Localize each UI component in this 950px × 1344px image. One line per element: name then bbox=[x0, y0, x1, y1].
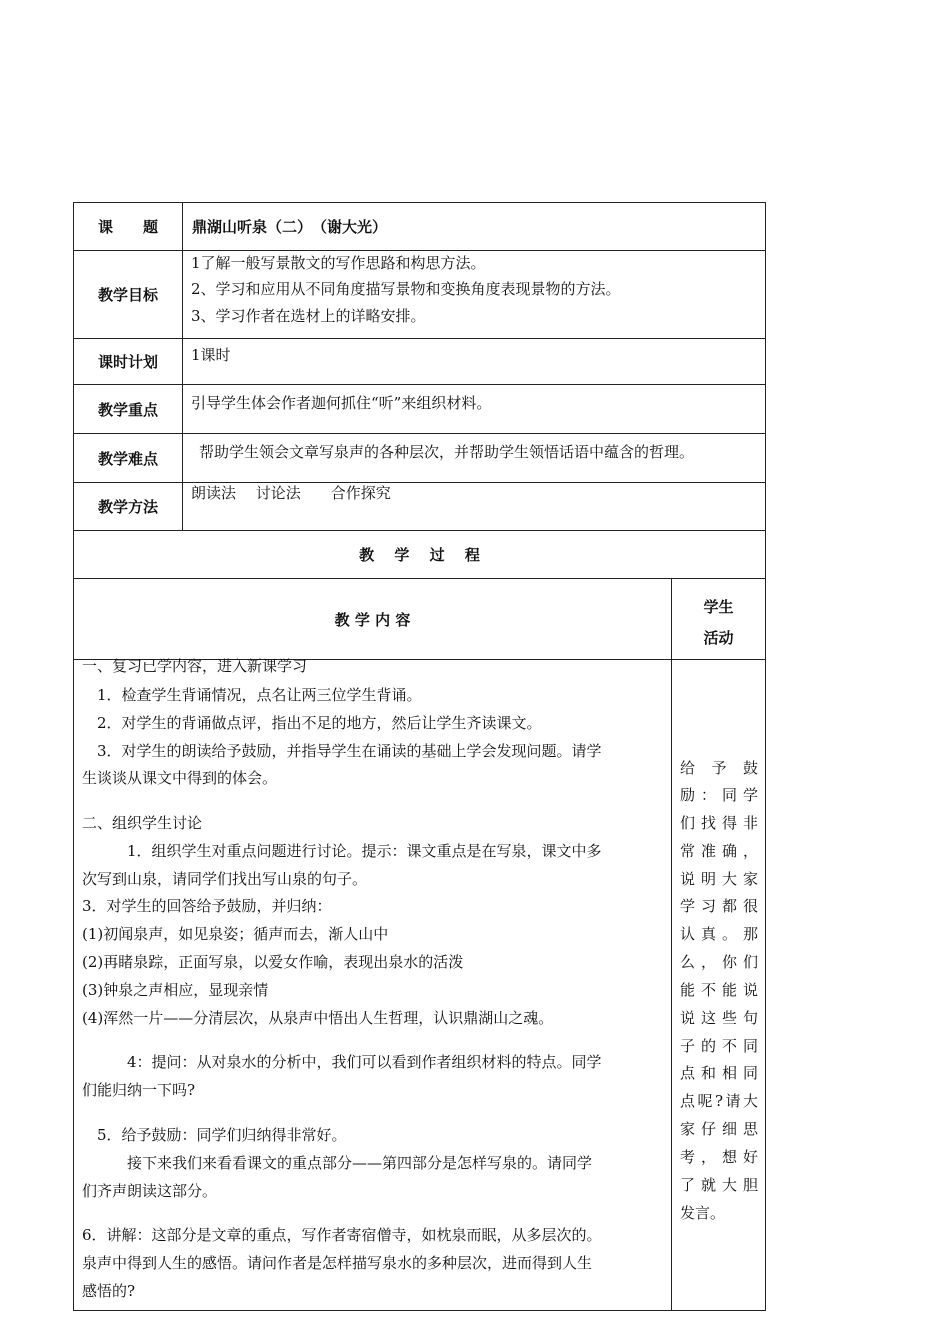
student-line: 家仔细思 bbox=[680, 1120, 758, 1138]
content-line: 泉声中得到人生的感悟。请问作者是怎样描写泉水的多种层次，进而得到人生 bbox=[82, 1254, 593, 1272]
key-value: 引导学生体会作者迦何抓住“听”来组织材料。 bbox=[191, 394, 492, 412]
student-line: 能不能说 bbox=[680, 981, 758, 999]
student-line: 励：同学 bbox=[680, 786, 758, 804]
student-line: 子的不同 bbox=[680, 1037, 758, 1055]
student-header-line-1: 学生 bbox=[703, 598, 734, 616]
goals-value-cell bbox=[182, 250, 766, 339]
hours-label: 课时计划 bbox=[97, 353, 158, 371]
student-line: 点和相同 bbox=[680, 1064, 758, 1082]
topic-label-cell bbox=[73, 202, 183, 251]
student-line: 常准确， bbox=[680, 842, 758, 860]
goals-label: 教学目标 bbox=[97, 286, 158, 304]
goals-label-cell bbox=[73, 250, 183, 339]
student-line: 发言。 bbox=[680, 1204, 726, 1222]
content-line: (1)初闻泉声，如见泉姿；循声而去，渐人山中 bbox=[82, 925, 389, 943]
topic-value-cell bbox=[182, 202, 766, 251]
content-line: 5．给予鼓励：同学们归纳得非常好。 bbox=[82, 1126, 347, 1144]
difficulty-label-cell bbox=[73, 433, 183, 483]
topic-label: 课 题 bbox=[97, 218, 158, 236]
student-line: 点呢?请大 bbox=[680, 1092, 758, 1110]
student-line: 考，想好 bbox=[680, 1148, 758, 1166]
student-line: 认真。那 bbox=[680, 925, 758, 943]
content-header-cell bbox=[73, 578, 672, 660]
content-line: 们能归纳一下吗? bbox=[82, 1081, 196, 1099]
difficulty-label: 教学难点 bbox=[97, 449, 158, 468]
goal-item-1: 1了解一般写景散文的写作思路和构思方法。 bbox=[191, 254, 486, 272]
student-line: 们找得非 bbox=[680, 814, 758, 832]
difficulty-value-cell bbox=[182, 433, 766, 483]
content-header: 教 学 内 容 bbox=[334, 610, 411, 629]
content-line: 4：提问：从对泉水的分析中，我们可以看到作者组织材料的特点。同学 bbox=[82, 1053, 602, 1071]
content-line: 二、组织学生讨论 bbox=[82, 814, 203, 832]
key-value-cell bbox=[182, 384, 766, 434]
content-line: 6．讲解：这部分是文章的重点，写作者寄宿僧寺，如枕泉而眠，从多层次的。 bbox=[82, 1226, 602, 1244]
method-value: 朗读法 讨论法 合作探究 bbox=[191, 484, 391, 502]
goal-item-3: 3、学习作者在选材上的详略安排。 bbox=[191, 307, 426, 325]
method-value-cell bbox=[182, 482, 766, 531]
content-line: 2．对学生的背诵做点评，指出不足的地方，然后让学生齐读课文。 bbox=[82, 714, 542, 732]
key-label: 教学重点 bbox=[97, 400, 158, 419]
content-line: 3．对学生的回答给予鼓励，并归纳： bbox=[82, 897, 332, 915]
content-line: (3)钟泉之声相应，显现亲情 bbox=[82, 981, 269, 999]
process-title-cell bbox=[73, 530, 766, 579]
student-line: 给予鼓 bbox=[680, 759, 758, 777]
content-line: 1．检查学生背诵情况，点名让两三位学生背诵。 bbox=[82, 686, 422, 704]
content-line: 次写到山泉，请同学们找出写山泉的句子。 bbox=[82, 870, 368, 888]
content-line: 接下来我们来看看课文的重点部分——第四部分是怎样写泉的。请同学 bbox=[82, 1154, 593, 1172]
topic-value: 鼎湖山听泉（二） （谢大光） bbox=[192, 218, 388, 236]
student-line: 说明大家 bbox=[680, 870, 758, 888]
student-header-line-2: 活动 bbox=[703, 629, 734, 647]
content-line: 生谈谈从课文中得到的体会。 bbox=[82, 769, 278, 787]
key-label-cell bbox=[73, 384, 183, 434]
hours-value-cell bbox=[182, 338, 766, 385]
content-line: 3．对学生的朗读给予鼓励，并指导学生在诵读的基础上学会发现问题。请学 bbox=[82, 742, 602, 760]
content-line: (4)浑然一片——分清层次，从泉声中悟出人生哲理，认识鼎湖山之魂。 bbox=[82, 1009, 554, 1027]
method-label: 教学方法 bbox=[97, 498, 158, 516]
hours-value: 1课时 bbox=[191, 346, 231, 364]
content-line: 感悟的? bbox=[82, 1282, 136, 1300]
method-label-cell bbox=[73, 482, 183, 531]
student-line: 么，你们 bbox=[680, 953, 758, 971]
goal-item-2: 2、学习和应用从不同角度描写景物和变换角度表现景物的方法。 bbox=[191, 280, 621, 298]
difficulty-value: 帮助学生领会文章写泉声的各种层次，并帮助学生领悟话语中蕴含的哲理。 bbox=[199, 443, 695, 461]
content-line: 1．组织学生对重点问题进行讨论。提示：课文重点是在写泉，课文中多 bbox=[82, 842, 602, 860]
content-line: 们齐声朗读这部分。 bbox=[82, 1182, 218, 1200]
content-line: 一、复习已学内容，进入新课学习 bbox=[82, 657, 308, 675]
student-line: 了就大胆 bbox=[680, 1176, 758, 1194]
content-line: (2)再睹泉踪，正面写泉，以爱女作喻，表现出泉水的活泼 bbox=[82, 953, 464, 971]
student-header-cell bbox=[671, 578, 766, 660]
student-line: 说这些句 bbox=[680, 1009, 758, 1027]
process-title: 教 学 过 程 bbox=[359, 546, 480, 564]
student-line: 学习都很 bbox=[680, 897, 758, 915]
hours-label-cell bbox=[73, 338, 183, 385]
